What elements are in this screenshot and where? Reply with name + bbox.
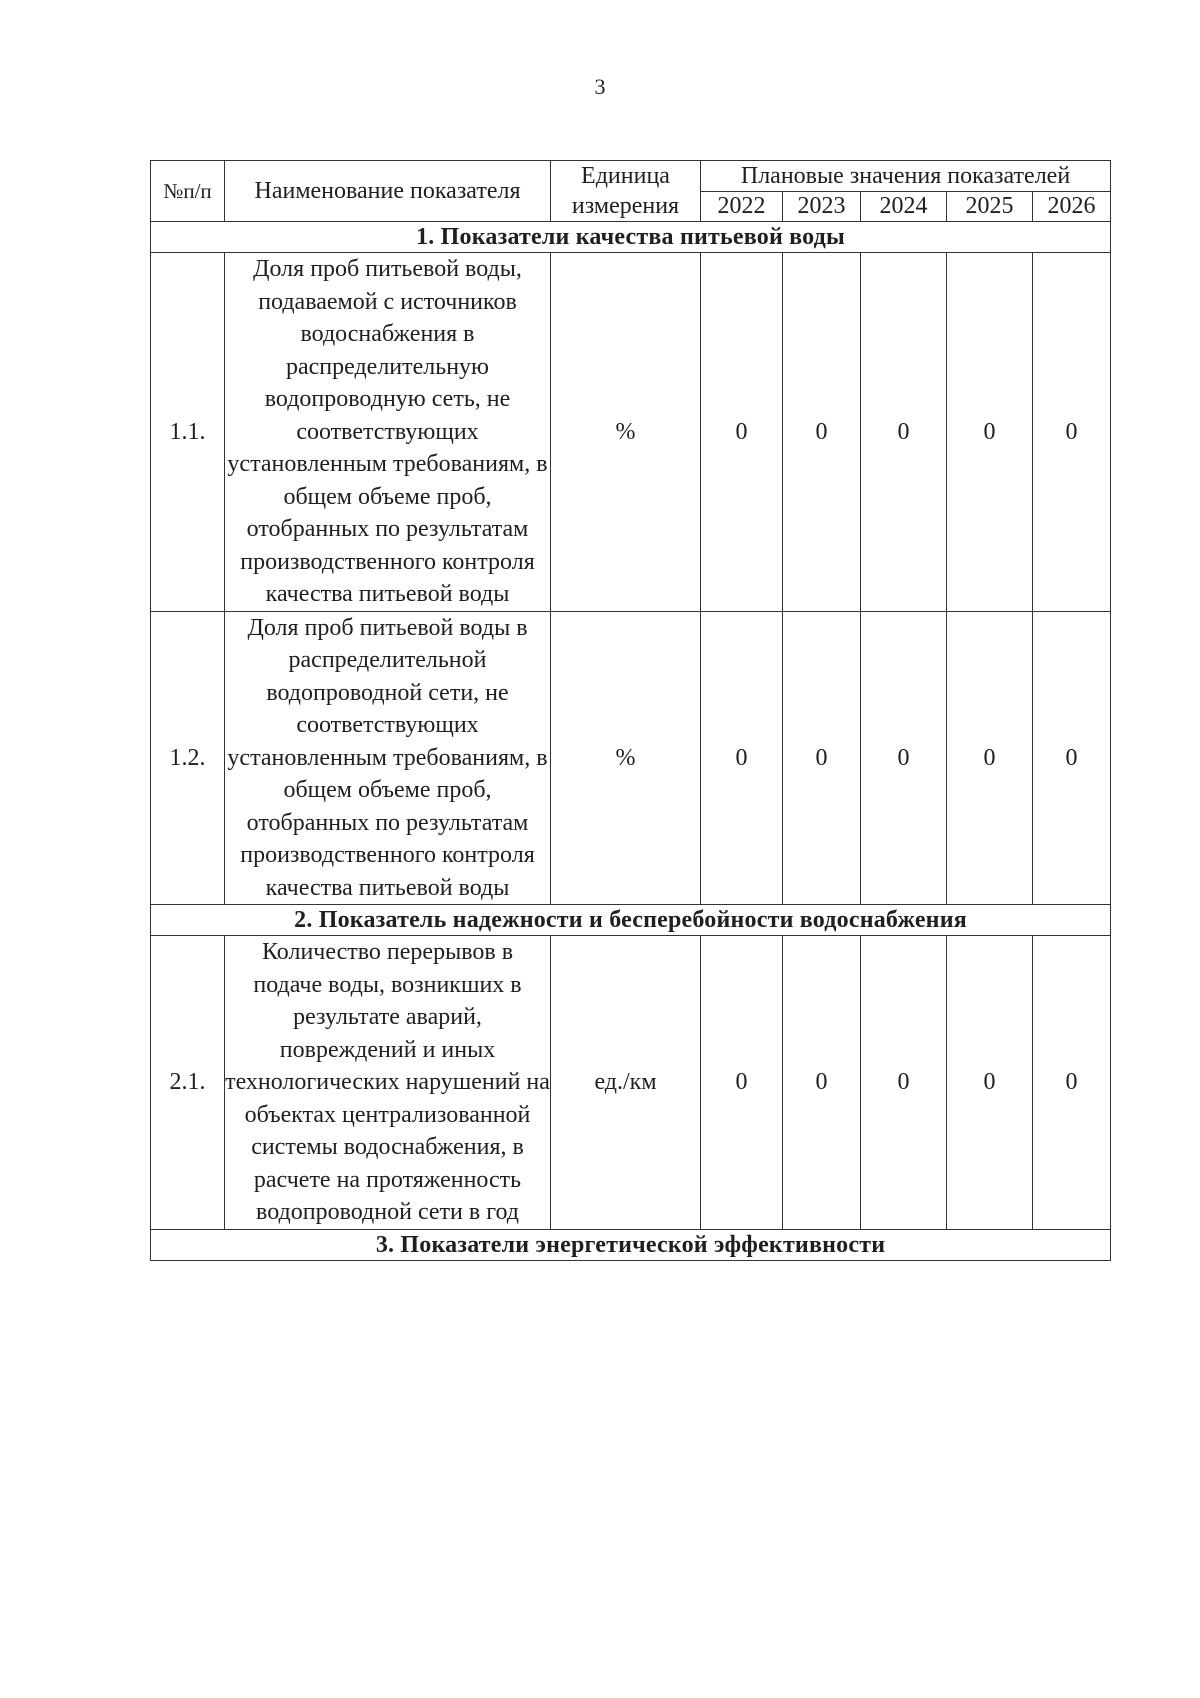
- section-title: 2. Показатель надежности и бесперебойности водоснабжения: [151, 905, 1111, 936]
- row-name: Доля проб питьевой воды, подаваемой с источников водоснабжения в распределительную водопроводную сеть, не соответствующих установленным требованиям, в общем объеме проб, отобранных по результатам производственного контроля качества питьевой воды: [225, 253, 551, 612]
- table-row: [151, 253, 1111, 612]
- row-value: 0: [783, 253, 861, 612]
- header-year: 2024: [861, 192, 947, 222]
- row-unit: %: [551, 253, 701, 612]
- header-row-top: [151, 161, 1111, 192]
- row-value: 0: [947, 936, 1033, 1230]
- table-row: [151, 611, 1111, 905]
- row-value: 0: [1033, 936, 1111, 1230]
- header-num-cell: №п/п: [151, 161, 225, 222]
- row-value: 0: [861, 611, 947, 905]
- section-title: 1. Показатели качества питьевой воды: [151, 222, 1111, 253]
- row-value: 0: [783, 936, 861, 1230]
- row-value: 0: [701, 253, 783, 612]
- row-num: 1.1.: [151, 253, 225, 612]
- row-value: 0: [701, 936, 783, 1230]
- row-value: 0: [1033, 253, 1111, 612]
- row-name: Доля проб питьевой воды в распределительной водопроводной сети, не соответствующих установленным требованиям, в общем объеме проб, отобранных по результатам производственного контроля качества питьевой воды: [225, 611, 551, 905]
- section-row: [151, 905, 1111, 936]
- row-name: Количество перерывов в подаче воды, возникших в результате аварий, повреждений и иных технологических нарушений на объектах централизованной системы водоснабжения, в расчете на протяженность водопроводной сети в год: [225, 936, 551, 1230]
- row-value: 0: [1033, 611, 1111, 905]
- header-year: 2023: [783, 192, 861, 222]
- section-row: [151, 1229, 1111, 1260]
- header-year: 2022: [701, 192, 783, 222]
- header-year: 2026: [1033, 192, 1111, 222]
- row-num: 2.1.: [151, 936, 225, 1230]
- section-row: [151, 222, 1111, 253]
- row-value: 0: [947, 611, 1033, 905]
- header-unit-cell: Единица измерения: [551, 161, 701, 222]
- row-value: 0: [861, 936, 947, 1230]
- table-row: [151, 936, 1111, 1230]
- section-title: 3. Показатели энергетической эффективности: [151, 1229, 1111, 1260]
- header-plan-cell: Плановые значения показателей: [701, 161, 1111, 192]
- page-number: 3: [594, 74, 606, 99]
- row-unit: %: [551, 611, 701, 905]
- row-value: 0: [861, 253, 947, 612]
- row-num: 1.2.: [151, 611, 225, 905]
- row-unit: ед./км: [551, 936, 701, 1230]
- row-value: 0: [783, 611, 861, 905]
- indicators-table: [150, 160, 1111, 1261]
- header-year: 2025: [947, 192, 1033, 222]
- row-value: 0: [947, 253, 1033, 612]
- row-value: 0: [701, 611, 783, 905]
- header-name-cell: Наименование показателя: [225, 161, 551, 222]
